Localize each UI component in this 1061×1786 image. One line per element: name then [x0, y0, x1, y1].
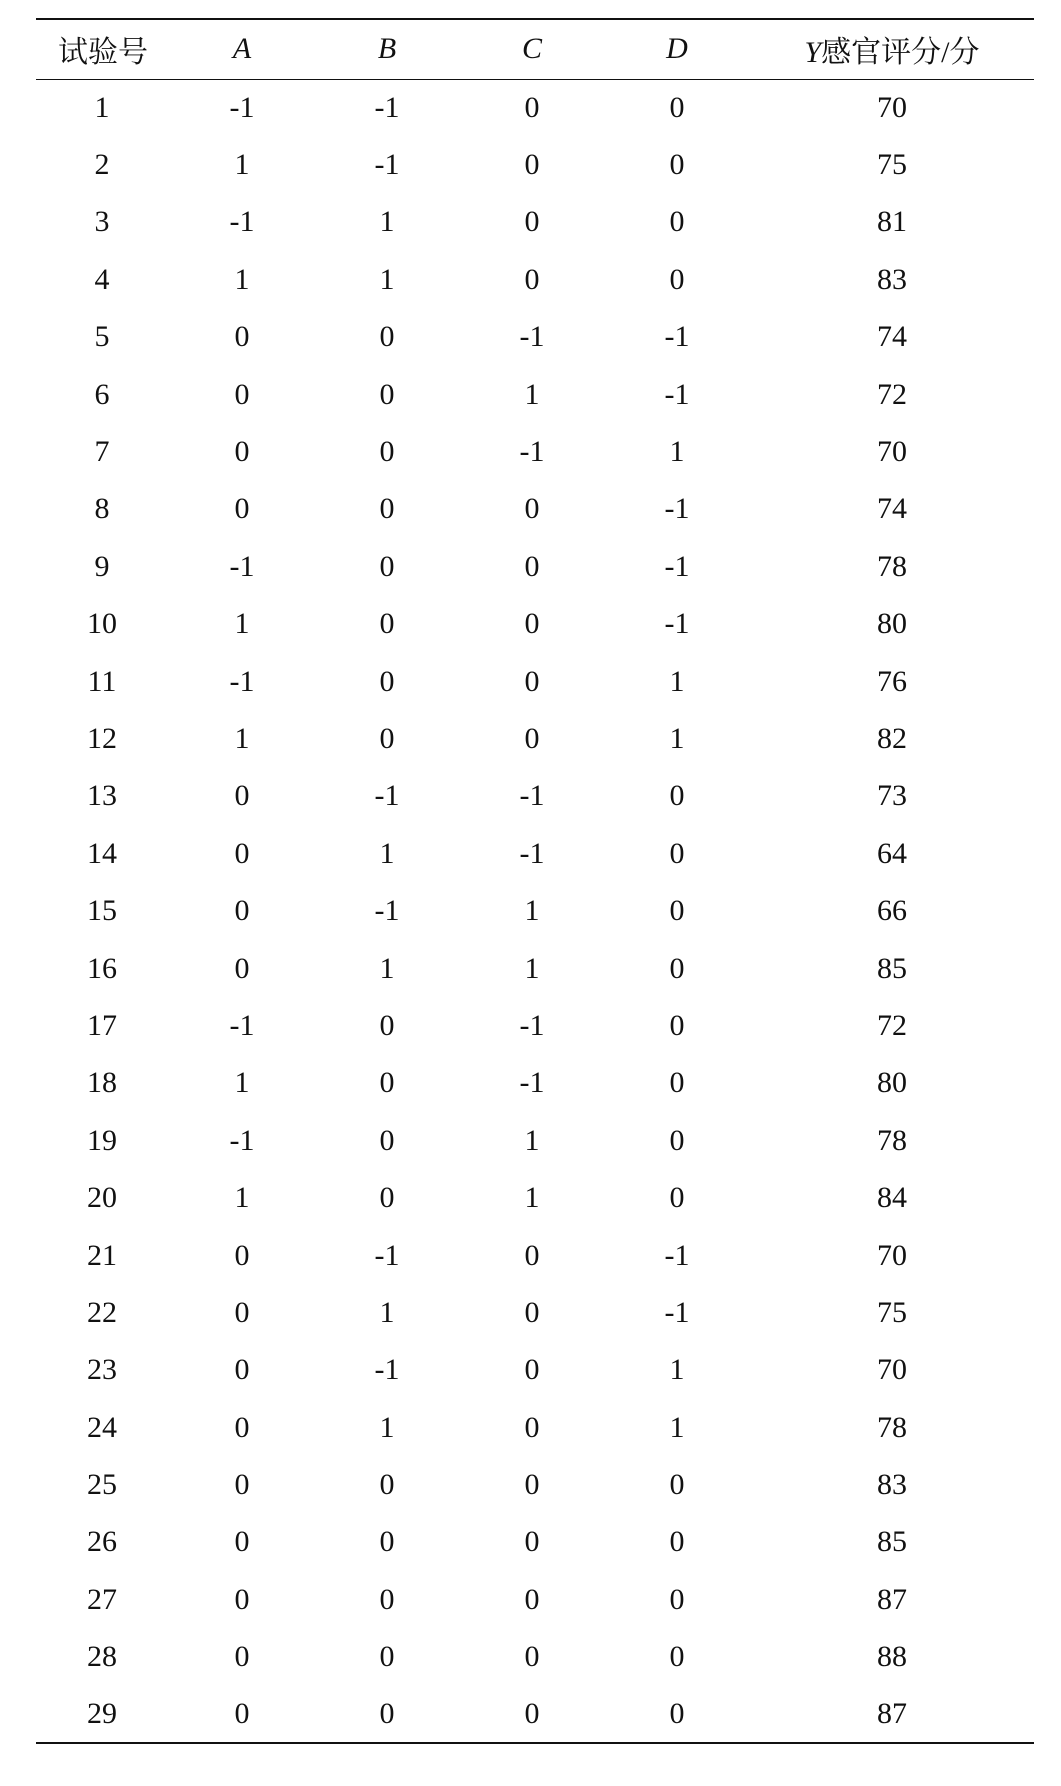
cell-a: 0 [234, 320, 250, 354]
header-y-letter: Y [804, 36, 822, 70]
cell-b: 1 [379, 205, 395, 239]
cell-y-score: 70 [877, 1238, 907, 1272]
cell-a: 0 [234, 1410, 250, 1444]
cell-a: 1 [234, 262, 250, 296]
table-row [36, 538, 1034, 595]
cell-d: 0 [669, 951, 685, 985]
table-row [36, 1169, 1034, 1226]
table-row [36, 1342, 1034, 1399]
cell-trial-no: 16 [87, 951, 117, 985]
cell-y-score: 75 [877, 148, 907, 182]
cell-y-score: 78 [877, 1410, 907, 1444]
table-row [36, 1112, 1034, 1169]
cell-a: 1 [234, 721, 250, 755]
table-row [36, 1399, 1034, 1456]
cell-d: 1 [669, 435, 685, 469]
cell-d: 0 [669, 836, 685, 870]
cell-y-score: 87 [877, 1582, 907, 1616]
header-trial-no: 试验号 [58, 36, 148, 70]
cell-c: 1 [524, 894, 540, 928]
cell-y-score: 88 [877, 1640, 907, 1674]
cell-a: 0 [234, 1468, 250, 1502]
cell-b: -1 [374, 1238, 400, 1272]
cell-d: 0 [669, 1582, 685, 1616]
table-row [36, 768, 1034, 825]
cell-b: 0 [379, 1640, 395, 1674]
cell-c: 0 [524, 1525, 540, 1559]
header-a: A [232, 32, 252, 66]
header-row [36, 19, 1034, 79]
cell-a: -1 [229, 90, 255, 124]
cell-d: 0 [669, 90, 685, 124]
cell-b: 1 [379, 1410, 395, 1444]
table-row [36, 940, 1034, 997]
cell-a: 0 [234, 836, 250, 870]
cell-d: 1 [669, 664, 685, 698]
cell-d: -1 [664, 607, 690, 641]
table-row [36, 1055, 1034, 1112]
cell-y-score: 70 [877, 90, 907, 124]
table-row [36, 710, 1034, 767]
cell-d: -1 [664, 1295, 690, 1329]
cell-b: 0 [379, 1066, 395, 1100]
cell-a: 0 [234, 1697, 250, 1731]
cell-trial-no: 6 [94, 377, 110, 411]
cell-trial-no: 12 [87, 721, 117, 755]
cell-c: 0 [524, 1640, 540, 1674]
cell-c: 0 [524, 1238, 540, 1272]
cell-b: 0 [379, 721, 395, 755]
cell-b: -1 [374, 1353, 400, 1387]
table-row [36, 309, 1034, 366]
cell-a: 0 [234, 377, 250, 411]
table-row [36, 653, 1034, 710]
cell-trial-no: 13 [87, 779, 117, 813]
cell-b: 0 [379, 607, 395, 641]
cell-d: 0 [669, 262, 685, 296]
cell-a: 0 [234, 435, 250, 469]
results-table-container [36, 18, 1034, 1744]
cell-a: 0 [234, 894, 250, 928]
cell-c: 0 [524, 721, 540, 755]
table-row [36, 1227, 1034, 1284]
cell-d: 0 [669, 148, 685, 182]
cell-y-score: 75 [877, 1295, 907, 1329]
cell-trial-no: 18 [87, 1066, 117, 1100]
cell-y-score: 70 [877, 435, 907, 469]
cell-trial-no: 8 [94, 492, 110, 526]
cell-trial-no: 11 [87, 664, 117, 698]
cell-d: -1 [664, 320, 690, 354]
cell-c: 1 [524, 1123, 540, 1157]
cell-d: 0 [669, 894, 685, 928]
cell-a: -1 [229, 664, 255, 698]
table-row [36, 1514, 1034, 1571]
cell-d: 0 [669, 779, 685, 813]
cell-b: 1 [379, 1295, 395, 1329]
table-row [36, 1629, 1034, 1686]
cell-c: 0 [524, 607, 540, 641]
cell-a: 0 [234, 951, 250, 985]
cell-b: 0 [379, 1181, 395, 1215]
cell-trial-no: 21 [87, 1238, 117, 1272]
cell-trial-no: 29 [87, 1697, 117, 1731]
header-b: B [377, 32, 397, 66]
cell-c: -1 [519, 779, 545, 813]
header-y-score [750, 19, 1034, 79]
cell-b: 0 [379, 1697, 395, 1731]
cell-y-score: 83 [877, 1468, 907, 1502]
table-row [36, 194, 1034, 251]
cell-a: 0 [234, 779, 250, 813]
cell-a: 1 [234, 1066, 250, 1100]
cell-y-score: 80 [877, 607, 907, 641]
cell-d: -1 [664, 549, 690, 583]
cell-c: 1 [524, 951, 540, 985]
cell-b: -1 [374, 148, 400, 182]
cell-d: 0 [669, 205, 685, 239]
cell-a: 0 [234, 492, 250, 526]
cell-b: 1 [379, 951, 395, 985]
table-row [36, 596, 1034, 653]
cell-a: 1 [234, 607, 250, 641]
table-row [36, 481, 1034, 538]
table-row [36, 79, 1034, 136]
results-table [36, 18, 1034, 1744]
cell-c: 0 [524, 1295, 540, 1329]
cell-b: 0 [379, 1582, 395, 1616]
cell-trial-no: 3 [94, 205, 110, 239]
cell-c: 0 [524, 90, 540, 124]
cell-y-score: 78 [877, 1123, 907, 1157]
cell-b: 0 [379, 549, 395, 583]
cell-b: 0 [379, 1468, 395, 1502]
table-row [36, 825, 1034, 882]
cell-b: 0 [379, 320, 395, 354]
cell-c: 0 [524, 492, 540, 526]
cell-y-score: 74 [877, 320, 907, 354]
cell-trial-no: 25 [87, 1468, 117, 1502]
cell-c: 0 [524, 1353, 540, 1387]
cell-trial-no: 14 [87, 836, 117, 870]
cell-trial-no: 28 [87, 1640, 117, 1674]
cell-trial-no: 5 [94, 320, 110, 354]
table-row [36, 1571, 1034, 1628]
cell-a: -1 [229, 1008, 255, 1042]
cell-b: 0 [379, 492, 395, 526]
cell-c: 0 [524, 262, 540, 296]
cell-y-score: 73 [877, 779, 907, 813]
table-row [36, 423, 1034, 480]
cell-c: -1 [519, 435, 545, 469]
cell-y-score: 72 [877, 1008, 907, 1042]
cell-b: 0 [379, 1525, 395, 1559]
cell-y-score: 83 [877, 262, 907, 296]
cell-a: 0 [234, 1582, 250, 1616]
cell-y-score: 81 [877, 205, 907, 239]
cell-c: 0 [524, 1410, 540, 1444]
cell-c: 0 [524, 1468, 540, 1502]
cell-b: -1 [374, 90, 400, 124]
cell-a: 0 [234, 1525, 250, 1559]
cell-c: 0 [524, 1582, 540, 1616]
cell-a: 0 [234, 1640, 250, 1674]
cell-c: -1 [519, 1066, 545, 1100]
cell-trial-no: 20 [87, 1181, 117, 1215]
cell-y-score: 64 [877, 836, 907, 870]
header-c: C [521, 32, 542, 66]
cell-b: -1 [374, 894, 400, 928]
cell-a: 1 [234, 1181, 250, 1215]
cell-c: 0 [524, 1697, 540, 1731]
cell-c: 1 [524, 1181, 540, 1215]
cell-a: 0 [234, 1353, 250, 1387]
header-d: D [666, 32, 688, 66]
cell-trial-no: 27 [87, 1582, 117, 1616]
cell-y-score: 76 [877, 664, 907, 698]
table-row [36, 1686, 1034, 1743]
header-y-label: 感官评分/分 [821, 36, 980, 70]
cell-a: 0 [234, 1295, 250, 1329]
cell-trial-no: 10 [87, 607, 117, 641]
cell-c: 0 [524, 205, 540, 239]
cell-y-score: 85 [877, 1525, 907, 1559]
cell-y-score: 78 [877, 549, 907, 583]
cell-y-score: 70 [877, 1353, 907, 1387]
cell-a: 1 [234, 148, 250, 182]
cell-d: 0 [669, 1697, 685, 1731]
cell-d: -1 [664, 492, 690, 526]
cell-y-score: 82 [877, 721, 907, 755]
cell-d: 0 [669, 1123, 685, 1157]
cell-d: -1 [664, 1238, 690, 1272]
table-row [36, 997, 1034, 1054]
cell-c: -1 [519, 836, 545, 870]
cell-a: -1 [229, 549, 255, 583]
cell-d: 1 [669, 1353, 685, 1387]
cell-y-score: 87 [877, 1697, 907, 1731]
cell-y-score: 74 [877, 492, 907, 526]
cell-d: 1 [669, 1410, 685, 1444]
cell-d: 1 [669, 721, 685, 755]
cell-trial-no: 17 [87, 1008, 117, 1042]
cell-trial-no: 1 [94, 90, 110, 124]
cell-b: 1 [379, 262, 395, 296]
cell-trial-no: 19 [87, 1123, 117, 1157]
table-row [36, 1284, 1034, 1341]
cell-d: -1 [664, 377, 690, 411]
cell-b: 0 [379, 1008, 395, 1042]
cell-y-score: 84 [877, 1181, 907, 1215]
table-row [36, 136, 1034, 193]
cell-c: -1 [519, 1008, 545, 1042]
cell-y-score: 85 [877, 951, 907, 985]
cell-trial-no: 15 [87, 894, 117, 928]
table-row [36, 251, 1034, 308]
cell-d: 0 [669, 1181, 685, 1215]
cell-trial-no: 24 [87, 1410, 117, 1444]
cell-d: 0 [669, 1468, 685, 1502]
cell-trial-no: 23 [87, 1353, 117, 1387]
cell-c: 0 [524, 148, 540, 182]
cell-a: 0 [234, 1238, 250, 1272]
cell-b: 1 [379, 836, 395, 870]
table-row [36, 1456, 1034, 1513]
cell-y-score: 66 [877, 894, 907, 928]
cell-y-score: 80 [877, 1066, 907, 1100]
cell-trial-no: 22 [87, 1295, 117, 1329]
cell-c: 0 [524, 549, 540, 583]
cell-d: 0 [669, 1640, 685, 1674]
cell-a: -1 [229, 205, 255, 239]
table-row [36, 366, 1034, 423]
cell-d: 0 [669, 1008, 685, 1042]
cell-b: 0 [379, 1123, 395, 1157]
table-header [36, 19, 1034, 79]
cell-trial-no: 4 [94, 262, 110, 296]
cell-trial-no: 26 [87, 1525, 117, 1559]
cell-trial-no: 2 [94, 148, 110, 182]
cell-trial-no: 7 [94, 435, 110, 469]
cell-b: 0 [379, 377, 395, 411]
cell-b: 0 [379, 435, 395, 469]
cell-b: -1 [374, 779, 400, 813]
table-body [36, 79, 1034, 1743]
cell-d: 0 [669, 1066, 685, 1100]
cell-c: 1 [524, 377, 540, 411]
cell-trial-no: 9 [94, 549, 110, 583]
cell-c: 0 [524, 664, 540, 698]
cell-d: 0 [669, 1525, 685, 1559]
cell-b: 0 [379, 664, 395, 698]
cell-c: -1 [519, 320, 545, 354]
cell-a: -1 [229, 1123, 255, 1157]
table-row [36, 882, 1034, 939]
cell-y-score: 72 [877, 377, 907, 411]
